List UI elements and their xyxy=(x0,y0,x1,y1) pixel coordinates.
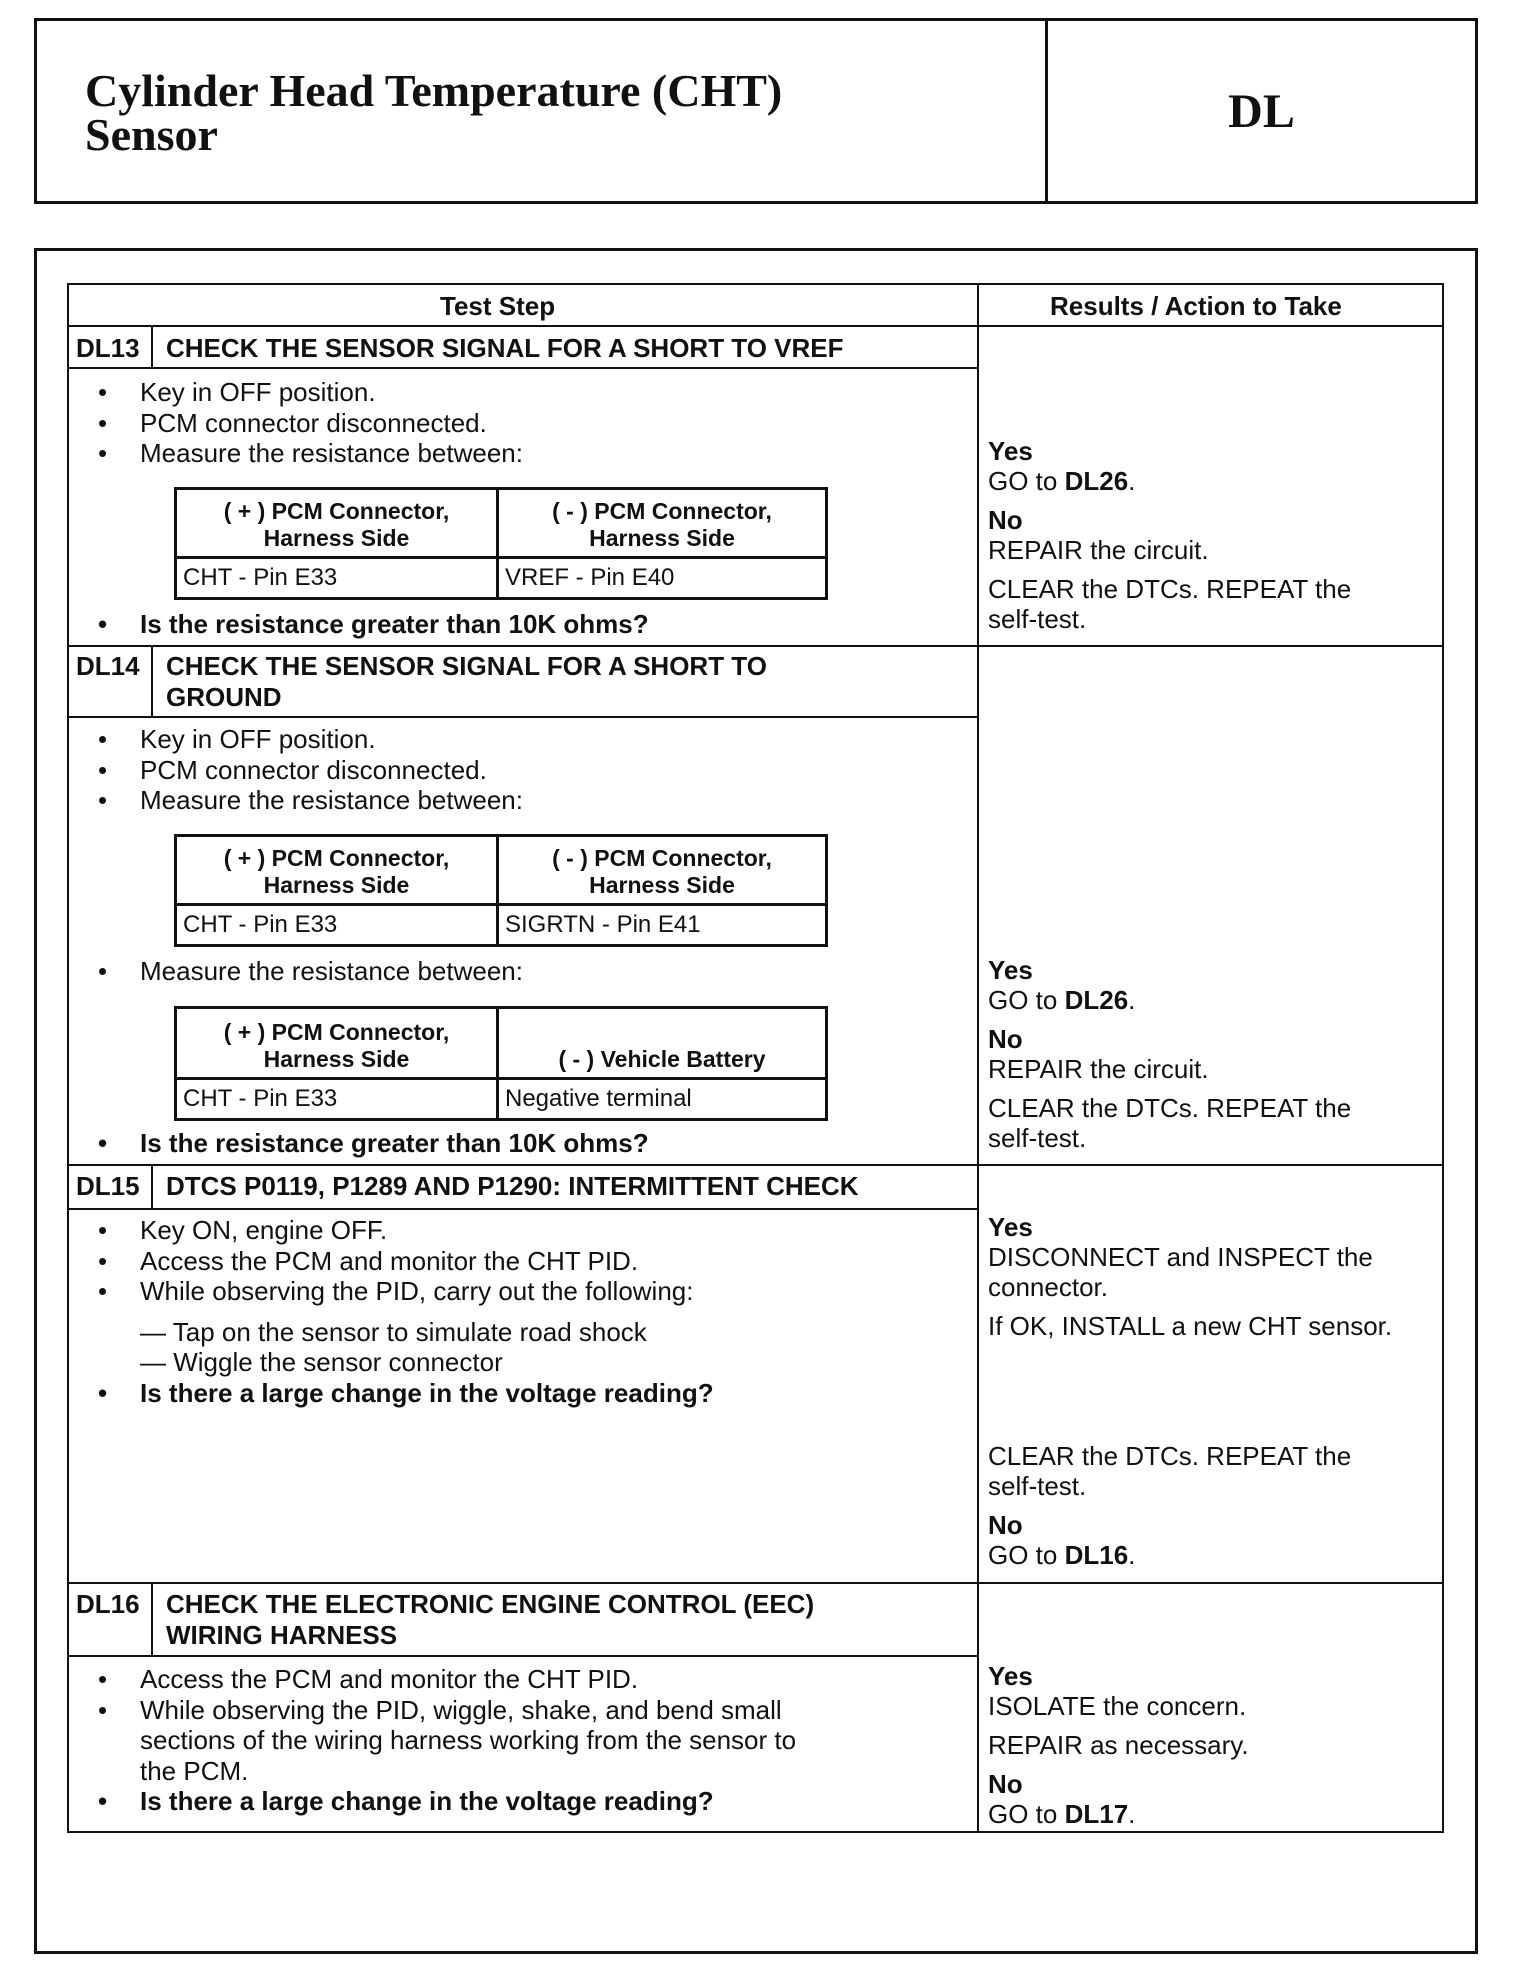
page-header xyxy=(34,18,1478,204)
step-instructions xyxy=(98,1664,796,1817)
result-yes-action: connector. xyxy=(988,1272,1108,1302)
page-title xyxy=(85,65,1045,160)
connector-table-header xyxy=(177,490,825,559)
section-code: DL xyxy=(1228,84,1295,138)
step-results xyxy=(988,955,1351,1153)
result-no-action: GO to DL16. xyxy=(988,1540,1136,1570)
step-title-line xyxy=(67,716,977,718)
connector-cell: CHT - Pin E33 xyxy=(177,1080,499,1118)
step-question xyxy=(98,609,649,640)
question-text: • Is there a large change in the voltage reading? xyxy=(98,1786,796,1817)
connector-table-row xyxy=(177,559,825,597)
step-id-divider xyxy=(151,1582,153,1655)
step-results xyxy=(988,1212,1392,1570)
result-yes-label: Yes xyxy=(988,1661,1033,1691)
step-title-line xyxy=(67,1655,977,1657)
step-separator xyxy=(67,645,1444,647)
step-id-divider xyxy=(151,645,153,716)
instruction-item: • Access the PCM and monitor the CHT PID. xyxy=(98,1246,714,1277)
result-no-action: GO to DL17. xyxy=(988,1799,1136,1829)
header-row-line xyxy=(67,325,1444,327)
question-text: • Is the resistance greater than 10K ohms? xyxy=(98,609,649,640)
question-text: • Is there a large change in the voltage reading? xyxy=(98,1378,714,1409)
step-results xyxy=(988,436,1351,634)
step-question xyxy=(98,1128,649,1159)
step-title-line xyxy=(67,367,977,369)
connector-table-header xyxy=(177,837,825,906)
result-yes-action: CLEAR the DTCs. REPEAT the xyxy=(988,1441,1352,1471)
instruction-item: • Measure the resistance between: xyxy=(98,438,523,469)
page-title-line2: Sensor xyxy=(85,109,218,160)
column-header-results: Results / Action to Take xyxy=(1050,291,1342,321)
connector-table-row xyxy=(177,1080,825,1118)
result-yes-action: GO to DL26. xyxy=(988,985,1136,1015)
step-title: DTCS P0119, P1289 AND P1290: INTERMITTENT CHECK xyxy=(166,1171,859,1201)
result-no-action: self-test. xyxy=(988,1123,1087,1153)
result-no-action: CLEAR the DTCs. REPEAT the xyxy=(988,574,1352,604)
connector-cell: CHT - Pin E33 xyxy=(177,559,499,597)
step-title-line xyxy=(67,1208,977,1210)
connector-cell: VREF - Pin E40 xyxy=(505,564,675,591)
instruction-item: • PCM connector disconnected. xyxy=(98,755,523,786)
step-instructions xyxy=(98,1215,714,1408)
step-results xyxy=(988,1661,1249,1829)
result-no-action: self-test. xyxy=(988,604,1087,634)
col-divider xyxy=(977,283,979,1833)
connector-cell: CHT - Pin E33 xyxy=(177,906,499,944)
step-instructions xyxy=(98,377,523,469)
instruction-item: • Measure the resistance between: xyxy=(98,785,523,816)
page-title-line1: Cylinder Head Temperature (CHT) xyxy=(85,65,783,116)
step-id: DL15 xyxy=(76,1171,140,1201)
result-no-label: No xyxy=(988,1510,1023,1540)
step-separator xyxy=(67,1582,1444,1584)
connector-table xyxy=(174,487,828,600)
column-header-test-step: Test Step xyxy=(440,291,556,321)
result-yes-action: If OK, INSTALL a new CHT sensor. xyxy=(988,1311,1393,1341)
result-no-action: REPAIR the circuit. xyxy=(988,1054,1209,1084)
connector-col-negative: ( - ) Vehicle Battery xyxy=(558,1046,766,1072)
connector-col-positive: ( + ) PCM Connector, Harness Side xyxy=(177,1009,499,1077)
result-yes-action: self-test. xyxy=(988,1471,1087,1501)
connector-col-positive: ( + ) PCM Connector, Harness Side xyxy=(177,490,499,556)
connector-table xyxy=(174,1006,828,1121)
result-yes-action: ISOLATE the concern. xyxy=(988,1691,1247,1721)
connector-table xyxy=(174,834,828,947)
instruction-item: • Key in OFF position. xyxy=(98,377,523,408)
instruction-subitem: — Wiggle the sensor connector xyxy=(140,1347,503,1377)
step-id: DL14 xyxy=(76,651,140,681)
instruction-item: • Key ON, engine OFF. xyxy=(98,1215,714,1246)
step-instructions xyxy=(98,724,523,816)
result-yes-action: DISCONNECT and INSPECT the xyxy=(988,1242,1373,1272)
instruction-item: • While observing the PID, wiggle, shake, and bend small sections of the wiring harness working from the sensor to the PCM. xyxy=(98,1695,796,1787)
step-title: CHECK THE ELECTRONIC ENGINE CONTROL (EEC) WIRING HARNESS xyxy=(166,1589,815,1650)
instruction-item: • PCM connector disconnected. xyxy=(98,408,523,439)
step-id: DL16 xyxy=(76,1589,140,1619)
instruction-item: • While observing the PID, carry out the following: xyxy=(98,1276,714,1307)
step-separator xyxy=(67,1164,1444,1166)
result-yes-action: REPAIR as necessary. xyxy=(988,1730,1249,1760)
step-id: DL13 xyxy=(76,333,140,363)
connector-table-header xyxy=(177,1009,825,1080)
step-title: CHECK THE SENSOR SIGNAL FOR A SHORT TO GROUND xyxy=(166,651,767,712)
result-yes-label: Yes xyxy=(988,955,1033,985)
result-yes-label: Yes xyxy=(988,436,1033,466)
instruction-item: • Key in OFF position. xyxy=(98,724,523,755)
step-title: CHECK THE SENSOR SIGNAL FOR A SHORT TO VREF xyxy=(166,333,844,363)
result-yes-label: Yes xyxy=(988,1212,1033,1242)
result-yes-action: GO to DL26. xyxy=(988,466,1136,496)
step-instructions xyxy=(98,956,523,987)
result-no-label: No xyxy=(988,1024,1023,1054)
instruction-item: • Access the PCM and monitor the CHT PID. xyxy=(98,1664,796,1695)
result-no-label: No xyxy=(988,1769,1023,1799)
question-text: • Is the resistance greater than 10K ohms? xyxy=(98,1128,649,1159)
instruction-subitem: — Tap on the sensor to simulate road shock xyxy=(140,1316,647,1347)
step-id-divider xyxy=(151,1164,153,1208)
connector-cell: Negative terminal xyxy=(505,1085,692,1112)
connector-table-row xyxy=(177,906,825,944)
connector-cell: SIGRTN - Pin E41 xyxy=(505,911,701,938)
result-no-action: CLEAR the DTCs. REPEAT the xyxy=(988,1093,1352,1123)
step-id-divider xyxy=(151,325,153,367)
result-no-action: REPAIR the circuit. xyxy=(988,535,1209,565)
connector-col-negative: ( - ) PCM Connector, Harness Side xyxy=(552,498,772,551)
result-no-label: No xyxy=(988,505,1023,535)
instruction-item: • Measure the resistance between: xyxy=(98,956,523,987)
connector-col-positive: ( + ) PCM Connector, Harness Side xyxy=(177,837,499,903)
connector-col-negative: ( - ) PCM Connector, Harness Side xyxy=(552,845,772,898)
